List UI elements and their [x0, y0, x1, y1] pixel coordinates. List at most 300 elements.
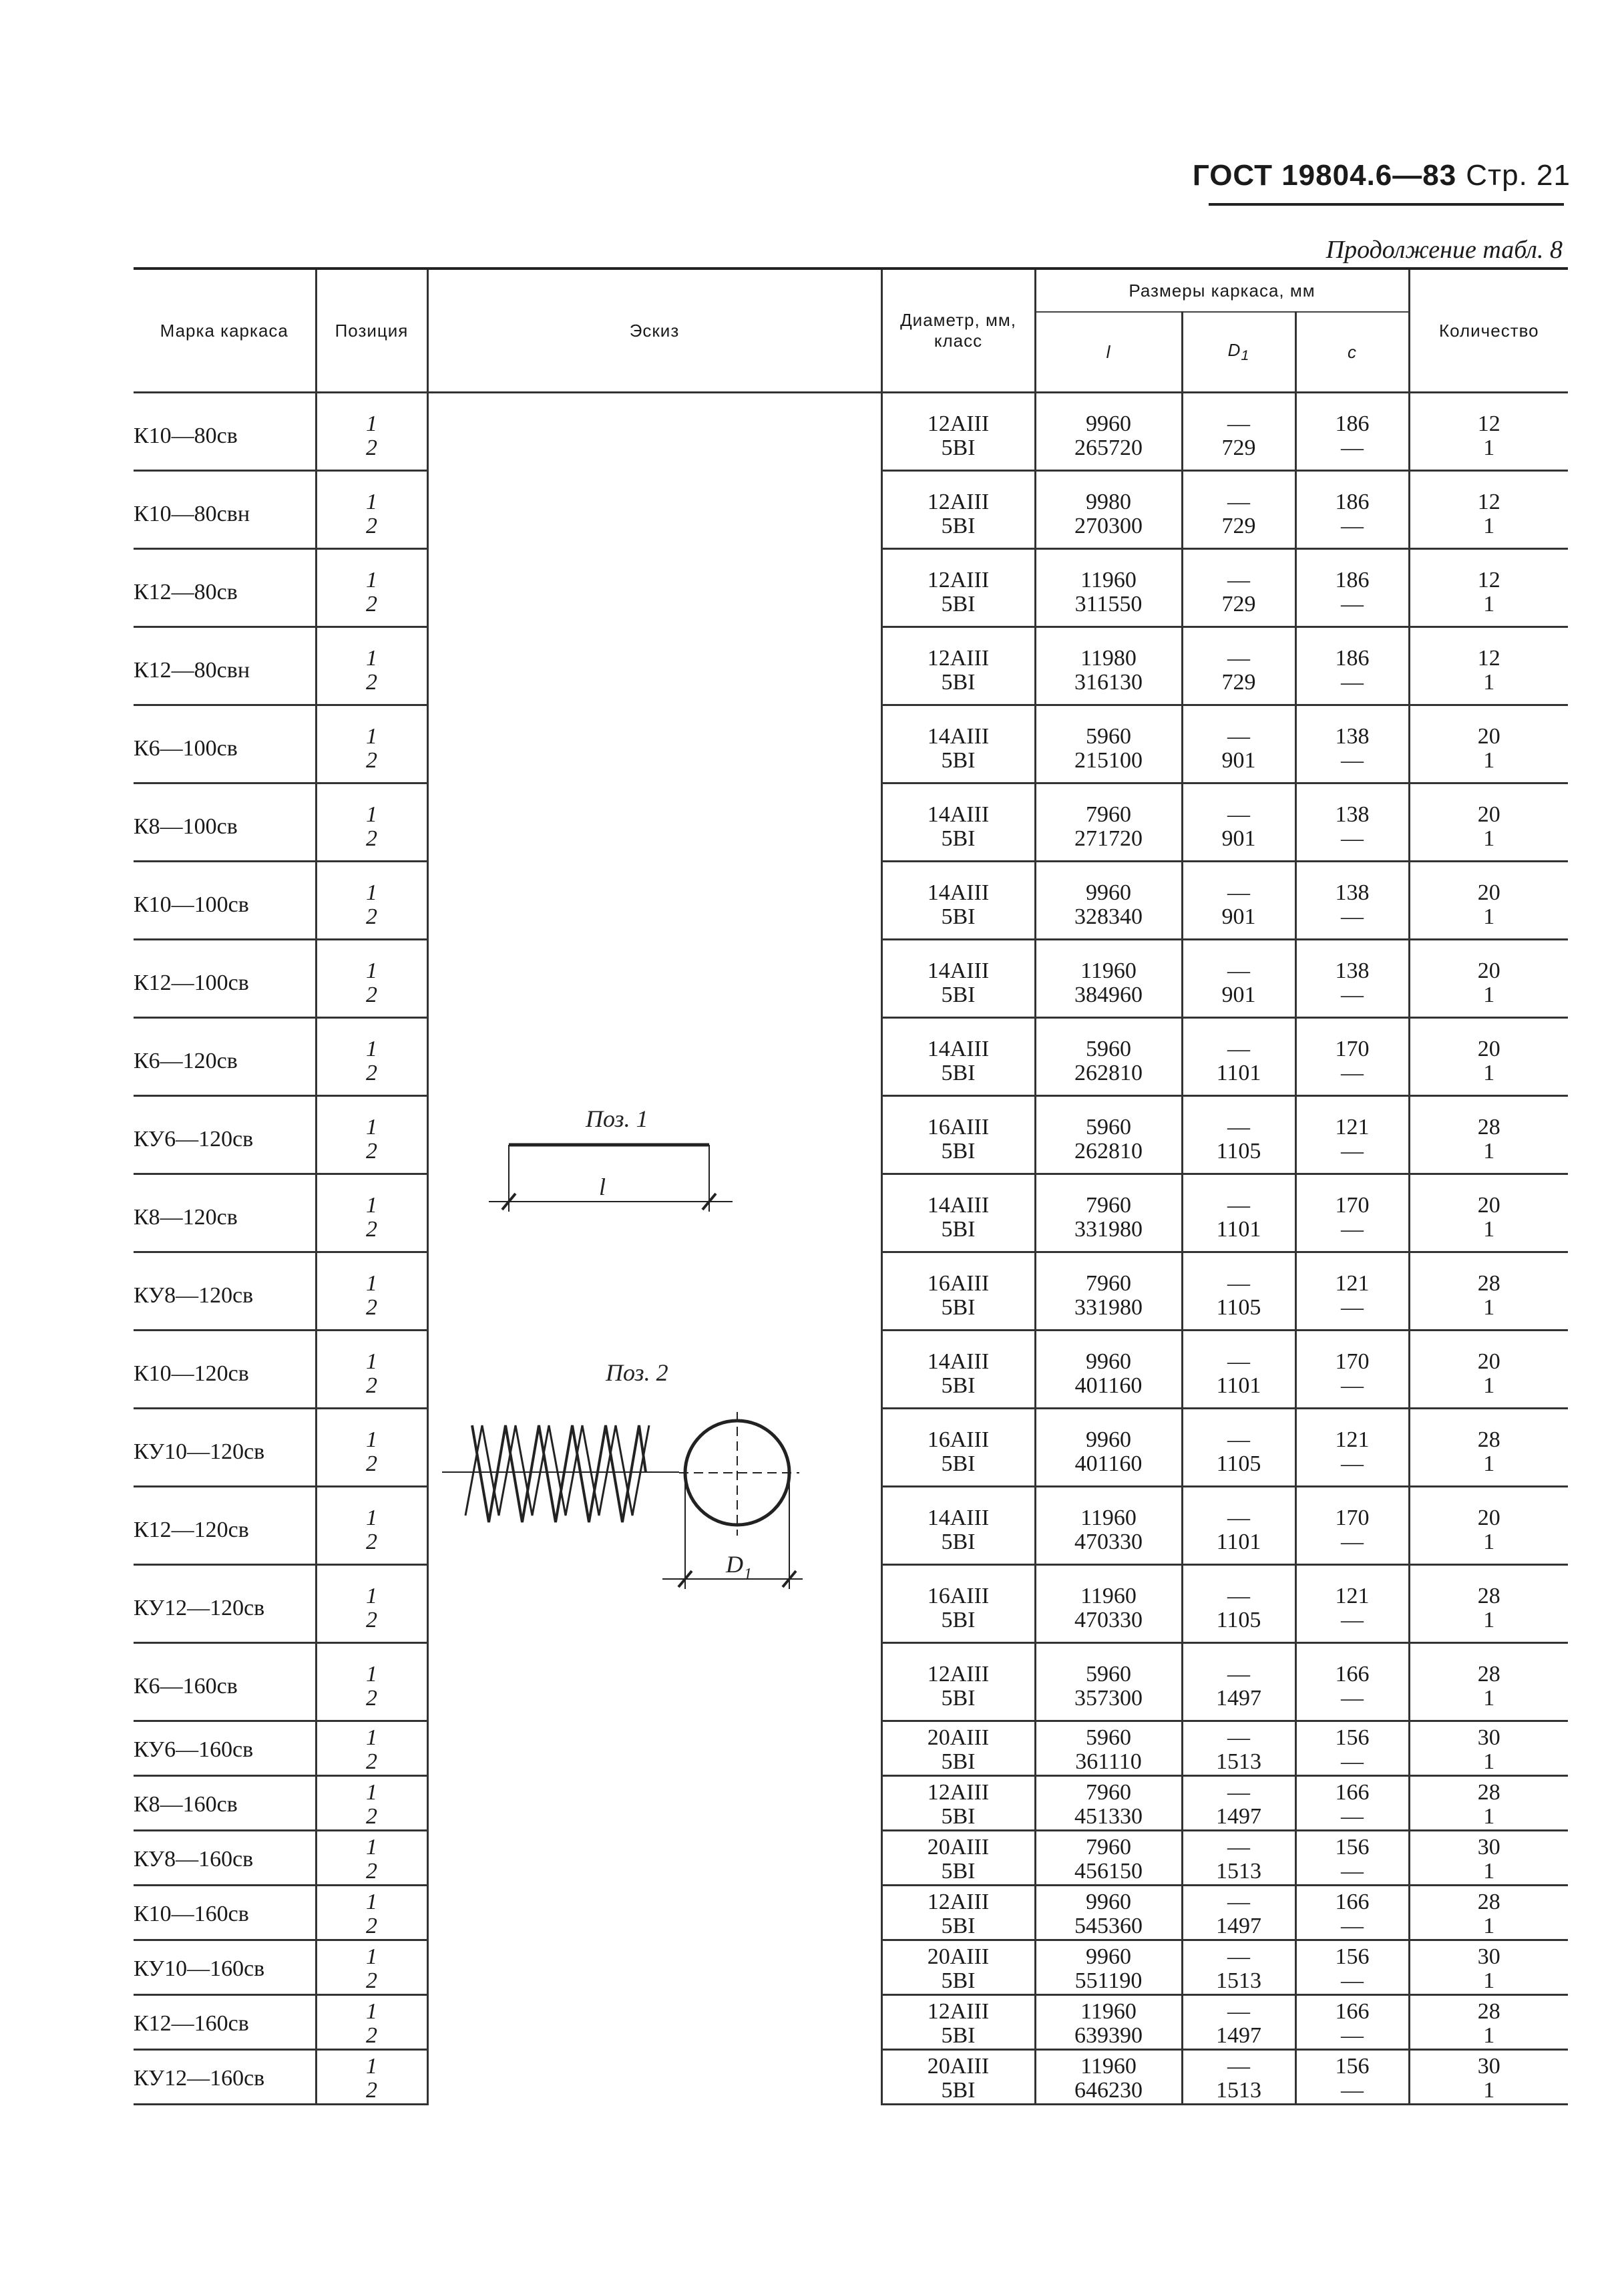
l-cell [1035, 1886, 1182, 1940]
l-cell [1035, 1643, 1182, 1721]
diameter-cell [881, 1487, 1035, 1565]
c-cell-line-1: 121 [1335, 1427, 1370, 1452]
col-header-dims-group: Размеры каркаса, мм [1035, 269, 1409, 312]
diameter-cell [881, 2050, 1035, 2105]
position-cell-line-1: 1 [366, 490, 377, 514]
c-cell [1295, 705, 1409, 783]
quantity-cell-line-1: 28 [1477, 1662, 1500, 1687]
diameter-cell-line-2: 5BI [941, 592, 976, 616]
d1-cell [1182, 1721, 1295, 1776]
frame-mark: К8—160св [134, 1792, 238, 1817]
position-cell [316, 471, 427, 549]
quantity-cell-line-2: 1 [1483, 1530, 1495, 1554]
l-cell-line-2: 401160 [1074, 1451, 1143, 1476]
diameter-cell-line-2: 5BI [941, 435, 976, 460]
col-header-position: Позиция [316, 269, 427, 393]
position-cell-line-2: 2 [366, 2078, 377, 2103]
position-cell-line-2: 2 [366, 435, 377, 460]
d1-cell-line-2: 1513 [1216, 1859, 1261, 1884]
d1-cell-line-1: — [1227, 802, 1250, 827]
l-cell-line-1: 9960 [1086, 1890, 1131, 1914]
d1-cell-line-1: — [1227, 724, 1250, 749]
l-cell [1035, 393, 1182, 471]
d1-cell-line-1: — [1227, 1890, 1250, 1914]
position-cell [316, 1995, 427, 2050]
frame-mark: К10—100св [134, 892, 249, 917]
d1-cell [1182, 1487, 1295, 1565]
l-cell-line-2: 262810 [1074, 1139, 1143, 1164]
diameter-cell-line-2: 5BI [941, 1530, 976, 1554]
position-cell-line-2: 2 [366, 904, 377, 929]
d1-cell-line-2: 1105 [1216, 1295, 1261, 1320]
frame-mark: КУ12—120св [134, 1596, 265, 1620]
c-cell-line-2: — [1341, 435, 1364, 460]
quantity-cell-line-1: 28 [1477, 1427, 1500, 1452]
position-cell [316, 783, 427, 862]
l-cell-line-1: 5960 [1086, 1115, 1131, 1139]
diameter-cell-line-2: 5BI [941, 1295, 976, 1320]
quantity-cell [1409, 1409, 1568, 1487]
d1-cell-line-2: 1497 [1216, 2023, 1261, 2048]
l-cell [1035, 940, 1182, 1018]
quantity-cell-line-2: 1 [1483, 1217, 1495, 1242]
frame-mark: КУ6—160св [134, 1737, 254, 1762]
d1-cell-line-1: — [1227, 880, 1250, 905]
c-cell-line-2: — [1341, 2023, 1364, 2048]
diameter-cell-line-1: 12AIII [927, 490, 990, 514]
position-cell-line-1: 1 [366, 1999, 377, 2024]
d1-cell [1182, 1940, 1295, 1995]
mark-cell [134, 1565, 316, 1643]
d1-cell-line-2: 1101 [1216, 1530, 1261, 1554]
mark-cell [134, 862, 316, 940]
l-cell-line-2: 328340 [1074, 904, 1143, 929]
diameter-cell-line-1: 12AIII [927, 1999, 990, 2024]
mark-cell [134, 1776, 316, 1831]
l-cell [1035, 1995, 1182, 2050]
diameter-cell-line-1: 16AIII [927, 1427, 990, 1452]
c-cell-line-2: — [1341, 1061, 1364, 1085]
c-cell-line-2: — [1341, 1968, 1364, 1993]
diameter-cell-line-1: 14AIII [927, 1349, 990, 1374]
l-cell [1035, 471, 1182, 549]
frame-mark: КУ12—160св [134, 2066, 265, 2091]
mark-cell [134, 1096, 316, 1174]
diameter-cell-line-1: 14AIII [927, 802, 990, 827]
quantity-cell-line-2: 1 [1483, 1608, 1495, 1632]
quantity-cell-line-1: 30 [1477, 2054, 1500, 2079]
d1-cell-line-1: — [1227, 568, 1250, 592]
diameter-cell-line-1: 20AIII [927, 1725, 990, 1750]
l-cell-line-1: 9960 [1086, 1944, 1131, 1969]
quantity-cell-line-1: 28 [1477, 1780, 1500, 1805]
position-cell [316, 705, 427, 783]
diameter-cell [881, 1018, 1035, 1096]
mark-cell [134, 1940, 316, 1995]
diameter-cell-line-2: 5BI [941, 1451, 976, 1476]
diameter-cell-line-1: 12AIII [927, 1662, 990, 1687]
frame-mark: КУ10—120св [134, 1439, 265, 1464]
l-cell [1035, 2050, 1182, 2105]
diameter-cell-line-1: 14AIII [927, 958, 990, 983]
l-cell [1035, 1776, 1182, 1831]
position-cell-line-2: 2 [366, 1914, 377, 1938]
position-cell-line-2: 2 [366, 1139, 377, 1164]
c-cell-line-2: — [1341, 1914, 1364, 1938]
mark-cell [134, 393, 316, 471]
position-cell [316, 1252, 427, 1331]
d1-cell-line-2: 729 [1221, 670, 1256, 695]
diameter-cell [881, 1643, 1035, 1721]
header-rule [1209, 203, 1564, 206]
diameter-cell-line-2: 5BI [941, 670, 976, 695]
mark-cell [134, 1331, 316, 1409]
c-cell-line-2: — [1341, 983, 1364, 1007]
frame-mark: К10—80св [134, 423, 238, 448]
l-cell-line-1: 9960 [1086, 1427, 1131, 1452]
c-cell-line-2: — [1341, 592, 1364, 616]
c-cell-line-2: — [1341, 2078, 1364, 2103]
c-cell-line-2: — [1341, 1686, 1364, 1711]
frame-mark: К8—120св [134, 1205, 238, 1230]
diameter-cell [881, 1940, 1035, 1995]
diameter-cell-line-2: 5BI [941, 514, 976, 538]
c-cell-line-1: 170 [1335, 1506, 1370, 1530]
diameter-cell-line-2: 5BI [941, 826, 976, 851]
diameter-cell [881, 1886, 1035, 1940]
table-continuation-note: Продолжение табл. 8 [1326, 236, 1563, 264]
c-cell-line-2: — [1341, 1295, 1364, 1320]
mark-cell [134, 1174, 316, 1252]
c-cell [1295, 2050, 1409, 2105]
l-cell [1035, 1174, 1182, 1252]
position-cell-line-1: 1 [366, 568, 377, 592]
l-cell-line-2: 470330 [1074, 1608, 1143, 1632]
standard-number: ГОСТ 19804.6—83 [1192, 159, 1457, 192]
l-cell-line-2: 401160 [1074, 1373, 1143, 1398]
l-cell-line-1: 11960 [1080, 1584, 1137, 1608]
l-cell-line-2: 311550 [1074, 592, 1143, 616]
position-cell [316, 1831, 427, 1886]
diameter-cell-line-2: 5BI [941, 1859, 976, 1884]
l-cell-line-1: 7960 [1086, 1835, 1131, 1860]
quantity-cell-line-1: 28 [1477, 1115, 1500, 1139]
position-cell-line-1: 1 [366, 1584, 377, 1608]
c-cell [1295, 1174, 1409, 1252]
position-cell [316, 393, 427, 471]
d1-cell-line-1: — [1227, 1037, 1250, 1061]
c-cell [1295, 1018, 1409, 1096]
l-cell-line-2: 357300 [1074, 1686, 1143, 1711]
d1-cell-line-1: — [1227, 1725, 1250, 1750]
quantity-cell-line-2: 1 [1483, 826, 1495, 851]
l-cell-line-1: 7960 [1086, 1780, 1131, 1805]
pos2-label: Поз. 2 [605, 1359, 668, 1386]
c-cell-line-1: 121 [1335, 1115, 1370, 1139]
diameter-cell [881, 783, 1035, 862]
c-cell-line-1: 166 [1335, 1890, 1370, 1914]
position-cell-line-1: 1 [366, 1115, 377, 1139]
quantity-cell-line-2: 1 [1483, 1859, 1495, 1884]
d1-cell-line-2: 1513 [1216, 1749, 1261, 1774]
d1-cell [1182, 705, 1295, 783]
quantity-cell-line-1: 12 [1477, 568, 1500, 592]
d1-cell [1182, 1174, 1295, 1252]
diameter-cell-line-1: 16AIII [927, 1271, 990, 1296]
frame-mark: КУ8—120св [134, 1283, 254, 1308]
l-cell [1035, 549, 1182, 627]
d1-cell-line-1: — [1227, 958, 1250, 983]
c-cell-line-1: 170 [1335, 1193, 1370, 1218]
c-cell [1295, 940, 1409, 1018]
l-cell-line-2: 316130 [1074, 670, 1143, 695]
quantity-cell-line-2: 1 [1483, 1451, 1495, 1476]
d1-cell-line-2: 901 [1221, 904, 1256, 929]
frame-mark: К6—160св [134, 1674, 238, 1699]
d1-cell-line-2: 1497 [1216, 1686, 1261, 1711]
c-cell-line-2: — [1341, 1373, 1364, 1398]
l-cell-line-1: 11980 [1080, 646, 1137, 671]
position-cell [316, 2050, 427, 2105]
quantity-cell-line-1: 12 [1477, 411, 1500, 436]
diameter-cell [881, 549, 1035, 627]
l-cell [1035, 1940, 1182, 1995]
quantity-cell-line-1: 20 [1477, 958, 1500, 983]
c-cell-line-1: 121 [1335, 1271, 1370, 1296]
c-cell [1295, 1409, 1409, 1487]
frame-mark: К12—80свн [134, 658, 250, 683]
quantity-cell-line-2: 1 [1483, 1061, 1495, 1085]
position-cell-line-2: 2 [366, 1295, 377, 1320]
d1-cell [1182, 1018, 1295, 1096]
diameter-cell-line-1: 20AIII [927, 1944, 990, 1969]
position-cell [316, 1409, 427, 1487]
c-cell-line-2: — [1341, 1859, 1364, 1884]
position-cell-line-2: 2 [366, 983, 377, 1007]
sketch-drawing [429, 393, 883, 2063]
c-cell-line-2: — [1341, 748, 1364, 773]
c-cell [1295, 1831, 1409, 1886]
d1-cell-line-1: — [1227, 1115, 1250, 1139]
quantity-cell-line-1: 20 [1477, 880, 1500, 905]
diameter-cell [881, 1409, 1035, 1487]
d1-cell-line-2: 901 [1221, 826, 1256, 851]
diameter-cell [881, 1721, 1035, 1776]
d1-cell [1182, 1995, 1295, 2050]
d1-cell [1182, 1331, 1295, 1409]
position-cell-line-1: 1 [366, 1780, 377, 1805]
quantity-cell-line-2: 1 [1483, 1749, 1495, 1774]
l-cell [1035, 1831, 1182, 1886]
table-row [134, 393, 1568, 471]
c-cell [1295, 471, 1409, 549]
l-cell-line-1: 9960 [1086, 880, 1131, 905]
quantity-cell-line-2: 1 [1483, 1686, 1495, 1711]
d1-cell-line-1: — [1227, 1349, 1250, 1374]
mark-cell [134, 1886, 316, 1940]
position-cell [316, 862, 427, 940]
quantity-cell-line-2: 1 [1483, 1373, 1495, 1398]
l-cell [1035, 862, 1182, 940]
diameter-cell-line-2: 5BI [941, 1749, 976, 1774]
position-cell-line-1: 1 [366, 1662, 377, 1687]
diameter-cell-line-2: 5BI [941, 1217, 976, 1242]
l-cell [1035, 1721, 1182, 1776]
c-cell [1295, 549, 1409, 627]
d1-cell-line-1: — [1227, 646, 1250, 671]
diameter-cell-line-2: 5BI [941, 2078, 976, 2103]
quantity-cell [1409, 705, 1568, 783]
l-cell-line-2: 451330 [1074, 1804, 1143, 1829]
position-cell [316, 549, 427, 627]
mark-cell [134, 1831, 316, 1886]
d1-cell-line-2: 1497 [1216, 1914, 1261, 1938]
mark-cell [134, 1995, 316, 2050]
quantity-cell-line-1: 12 [1477, 490, 1500, 514]
d1-cell-line-2: 1101 [1216, 1373, 1261, 1398]
position-cell [316, 1096, 427, 1174]
c-cell-line-2: — [1341, 1451, 1364, 1476]
c-cell-line-2: — [1341, 904, 1364, 929]
diameter-cell-line-2: 5BI [941, 1968, 976, 1993]
l-cell [1035, 1252, 1182, 1331]
d1-cell-line-2: 901 [1221, 983, 1256, 1007]
position-cell-line-2: 2 [366, 1373, 377, 1398]
diameter-cell [881, 862, 1035, 940]
d1-cell-line-1: — [1227, 490, 1250, 514]
table-body [134, 393, 1568, 2105]
quantity-cell-line-2: 1 [1483, 435, 1495, 460]
diameter-cell-line-1: 12AIII [927, 568, 990, 592]
frame-mark: К10—160св [134, 1902, 249, 1926]
d1-cell-line-2: 729 [1221, 514, 1256, 538]
frame-mark: К10—80свн [134, 502, 250, 526]
l-cell-line-1: 11960 [1080, 958, 1137, 983]
position-cell-line-2: 2 [366, 1530, 377, 1554]
d1-cell-line-2: 729 [1221, 435, 1256, 460]
diameter-cell [881, 1174, 1035, 1252]
position-cell [316, 1487, 427, 1565]
c-cell-line-1: 186 [1335, 646, 1370, 671]
sketch-cell [427, 393, 881, 2105]
l-cell [1035, 705, 1182, 783]
frame-mark: К6—100св [134, 736, 238, 761]
l-cell-line-1: 9960 [1086, 411, 1131, 436]
mark-cell [134, 1409, 316, 1487]
d1-cell [1182, 549, 1295, 627]
quantity-cell [1409, 1096, 1568, 1174]
quantity-cell [1409, 627, 1568, 705]
c-cell [1295, 1252, 1409, 1331]
c-cell-line-1: 156 [1335, 1725, 1370, 1750]
position-cell [316, 1643, 427, 1721]
diameter-cell-line-2: 5BI [941, 1139, 976, 1164]
c-cell-line-1: 186 [1335, 568, 1370, 592]
d1-cell-line-2: 1101 [1216, 1217, 1261, 1242]
quantity-cell [1409, 1018, 1568, 1096]
c-cell-line-1: 138 [1335, 958, 1370, 983]
d1-cell [1182, 1252, 1295, 1331]
quantity-cell-line-2: 1 [1483, 2078, 1495, 2103]
c-cell [1295, 1721, 1409, 1776]
quantity-cell [1409, 940, 1568, 1018]
quantity-cell [1409, 1721, 1568, 1776]
c-cell-line-1: 156 [1335, 2054, 1370, 2079]
l-cell [1035, 1565, 1182, 1643]
d1-cell-line-1: — [1227, 1999, 1250, 2024]
quantity-cell [1409, 549, 1568, 627]
d1-cell-line-1: — [1227, 411, 1250, 436]
diameter-cell-line-2: 5BI [941, 2023, 976, 2048]
c-cell-line-1: 186 [1335, 411, 1370, 436]
d1-cell-line-1: — [1227, 1662, 1250, 1687]
col-header-mark: Марка каркаса [134, 269, 316, 393]
l-cell-line-1: 11960 [1080, 2054, 1137, 2079]
pos2-dim-sub: 1 [743, 1566, 752, 1583]
diameter-cell-line-2: 5BI [941, 748, 976, 773]
l-cell [1035, 1409, 1182, 1487]
diameter-cell-line-2: 5BI [941, 1804, 976, 1829]
c-cell-line-1: 166 [1335, 1999, 1370, 2024]
d1-cell [1182, 1776, 1295, 1831]
col-header-quantity: Количество [1409, 269, 1568, 393]
quantity-cell [1409, 1940, 1568, 1995]
quantity-cell-line-1: 20 [1477, 1193, 1500, 1218]
quantity-cell-line-2: 1 [1483, 904, 1495, 929]
quantity-cell [1409, 2050, 1568, 2105]
diameter-cell-line-1: 20AIII [927, 2054, 990, 2079]
frame-mark: КУ8—160св [134, 1847, 254, 1872]
position-cell-line-1: 1 [366, 1037, 377, 1061]
mark-cell [134, 1487, 316, 1565]
d1-cell-line-2: 1105 [1216, 1139, 1261, 1164]
d1-cell [1182, 393, 1295, 471]
position-cell-line-1: 1 [366, 646, 377, 671]
quantity-cell [1409, 862, 1568, 940]
quantity-cell-line-2: 1 [1483, 1968, 1495, 1993]
quantity-cell-line-1: 20 [1477, 1349, 1500, 1374]
mark-cell [134, 2050, 316, 2105]
quantity-cell-line-1: 30 [1477, 1835, 1500, 1860]
c-cell-line-1: 156 [1335, 1944, 1370, 1969]
d1-cell-line-2: 1101 [1216, 1061, 1261, 1085]
c-cell-line-2: — [1341, 1749, 1364, 1774]
c-cell-line-1: 166 [1335, 1780, 1370, 1805]
c-cell-line-1: 170 [1335, 1349, 1370, 1374]
position-cell-line-2: 2 [366, 1859, 377, 1884]
position-cell-line-1: 1 [366, 880, 377, 905]
l-cell-line-1: 7960 [1086, 1271, 1131, 1296]
l-cell-line-1: 11960 [1080, 568, 1137, 592]
position-cell-line-1: 1 [366, 1506, 377, 1530]
quantity-cell-line-1: 12 [1477, 646, 1500, 671]
c-cell [1295, 627, 1409, 705]
c-cell-line-2: — [1341, 1608, 1364, 1632]
quantity-cell-line-1: 30 [1477, 1944, 1500, 1969]
position-cell-line-2: 2 [366, 1968, 377, 1993]
position-cell [316, 1721, 427, 1776]
frame-mark: К12—120св [134, 1518, 249, 1542]
d1-cell-line-1: — [1227, 1835, 1250, 1860]
diameter-cell [881, 627, 1035, 705]
diameter-cell-line-1: 16AIII [927, 1584, 990, 1608]
page-header [1193, 159, 1571, 192]
c-cell [1295, 393, 1409, 471]
diameter-cell [881, 1776, 1035, 1831]
l-cell-line-1: 5960 [1086, 1725, 1131, 1750]
position-cell-line-1: 1 [366, 724, 377, 749]
position-cell-line-2: 2 [366, 1061, 377, 1085]
